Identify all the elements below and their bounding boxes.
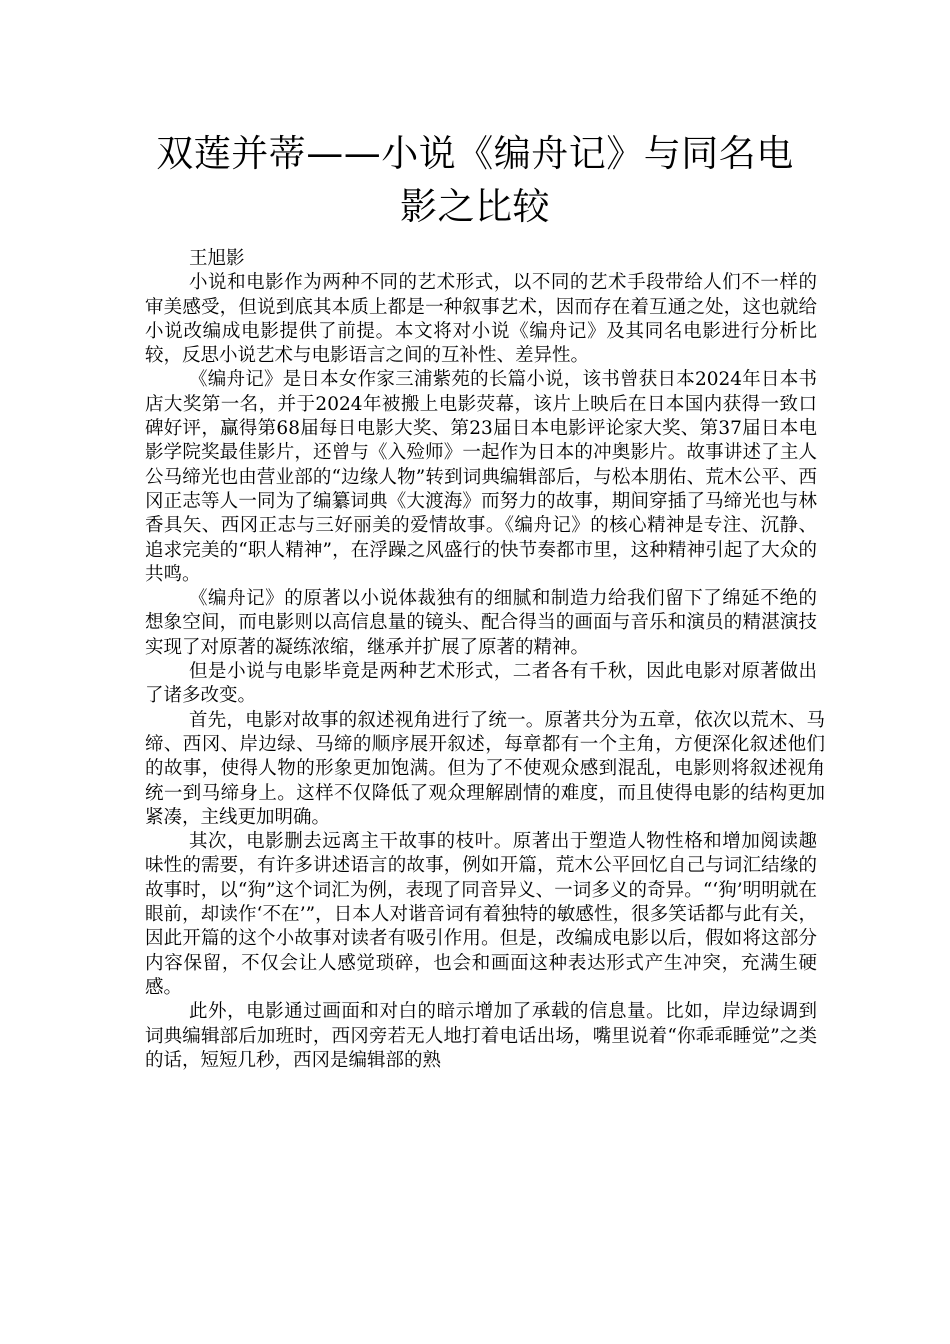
paragraph-third-point: 此外，电影通过画面和对白的暗示增加了承载的信息量。比如，岸边绿调到词典编辑部后加班时，西冈旁若无人地打着电话出场，嘴里说着“你乖乖睡觉”之类的话，短短几秒，西冈是编辑部的熟 [145, 1001, 817, 1071]
paragraph-first-point: 首先，电影对故事的叙述视角进行了统一。原著共分为五章，依次以荒木、马缔、西冈、岸边绿、马缔的顺序展开叙述，每章都有一个主角，方便深化叙述他们的故事，使得人物的形象更加饱满。但为了不使观众感到混乱，电影则将叙述视角统一到马缔身上。这样不仅降低了观众理解剧情的难度，而且使得电影的结构更加紧凑，主线更加明确。 [145, 709, 825, 828]
paragraph-differences: 但是小说与电影毕竟是两种艺术形式，二者各有千秋，因此电影对原著做出了诸多改变。 [145, 661, 817, 707]
paragraph-adaptation: 《编舟记》的原著以小说体裁独有的细腻和制造力给我们留下了绵延不绝的想象空间，而电影则以高信息量的镜头、配合得当的画面与音乐和演员的精湛演技实现了对原著的凝练浓缩，继承并扩展了原著的精神。 [145, 588, 817, 658]
document-title: 双莲并蒂——小说《编舟记》与同名电影之比较 [156, 132, 794, 228]
paragraph-second-point: 其次，电影删去远离主干故事的枝叶。原著出于塑造人物性格和增加阅读趣味性的需要，有许多讲述语言的故事，例如开篇，荒木公平回忆自己与词汇结缘的故事时，以“狗”这个词汇为例，表现了同音异义、一词多义的奇异。“‘狗’明明就在眼前，却读作‘不在’”，日本人对谐音词有着独特的敏感性，很多笑话都与此有关，因此开篇的这个小故事对读者有吸引作用。但是，改编成电影以后，假如将这部分内容保留，不仅会让人感觉琐碎，也会和画面这种表达形式产生冲突，充满生硬感。 [145, 831, 817, 998]
author-name: 王旭影 [189, 248, 245, 269]
paragraph-background: 《编舟记》是日本女作家三浦紫苑的长篇小说，该书曾获日本2024年日本书店大奖第一名，并于2024年被搬上电影荧幕，该片上映后在日本国内获得一致口碑好评，赢得第68届每日电影大奖、第23届日本电影评论家大奖、第37届日本电影学院奖最佳影片，还曾与《入殓师》一起作为日本的冲奥影片。故事讲述了主人公马缔光也由营业部的“边缘人物”转到词典编辑部后，与松本朋佑、荒木公平、西冈正志等人一同为了编纂词典《大渡海》而努力的故事，期间穿插了马缔光也与林香具矢、西冈正志与三好丽美的爱情故事。《编舟记》的核心精神是专注、沉静、追求完美的“职人精神”，在浮躁之风盛行的快节奏都市里，这种精神引起了大众的共鸣。 [145, 369, 817, 585]
document-body [145, 247, 825, 1073]
paragraph-intro: 小说和电影作为两种不同的艺术形式，以不同的艺术手段带给人们不一样的审美感受，但说到底其本质上都是一种叙事艺术，因而存在着互通之处，这也就给小说改编成电影提供了前提。本文将对小说《编舟记》及其同名电影进行分析比较，反思小说艺术与电影语言之间的互补性、差异性。 [145, 272, 817, 367]
